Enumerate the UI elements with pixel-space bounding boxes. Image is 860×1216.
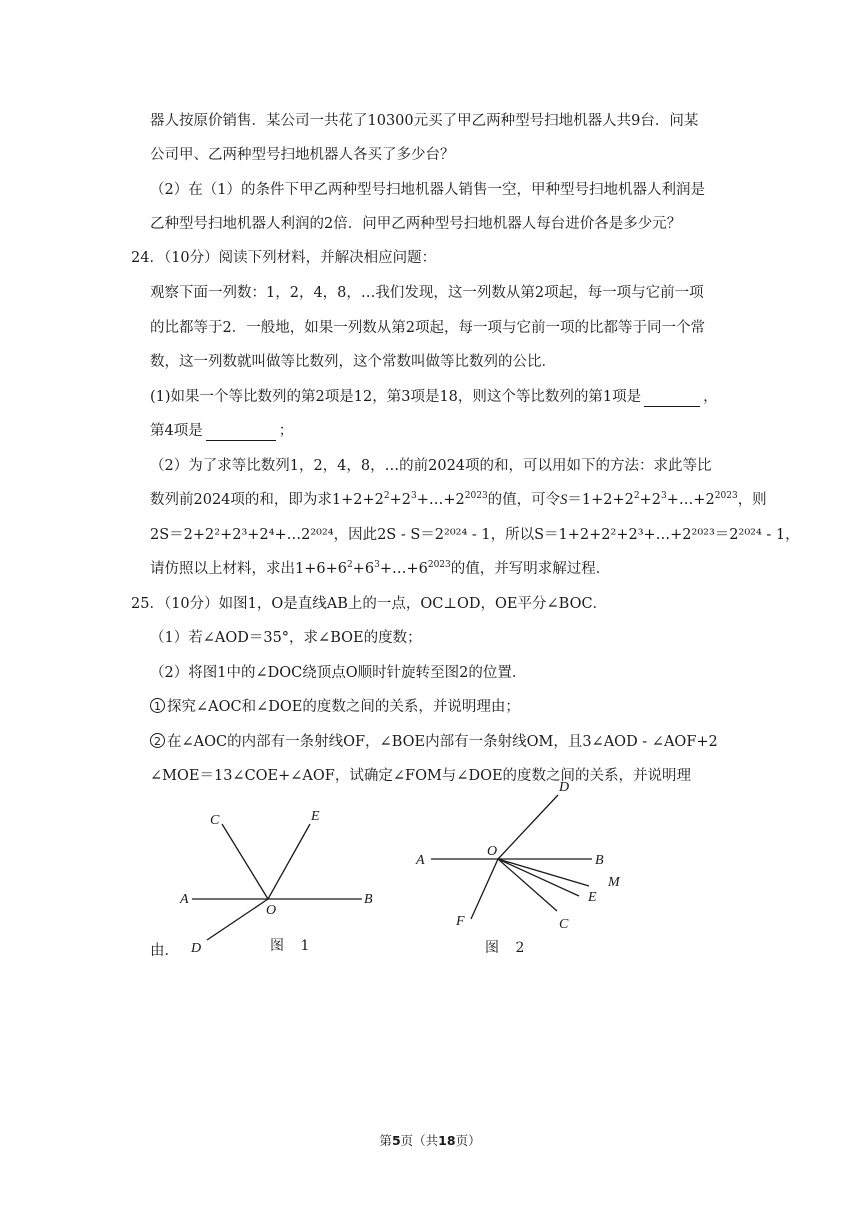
q24-part1-text: 第4项是 [150,423,203,439]
eq-text: ，则 [737,492,767,508]
eq-text: +2 [389,492,411,508]
exponent: 2 [383,491,390,502]
exponent: 2023 [714,491,738,502]
figure-1-caption: 图 1 [270,938,316,954]
punct: ； [278,423,294,439]
text-line [150,387,730,407]
ray-od [498,795,558,859]
label-o: O [266,903,277,918]
question-24-heading: 24．（10分）阅读下列材料，并解决相应问题： [131,250,437,266]
eq-text: 数列前2024项的和，即为求1+2+2 [150,492,384,508]
eq-text: 的值，可令 [487,492,561,508]
ray-om [498,859,589,886]
label-d: D [559,780,570,795]
page-footer [0,1131,860,1149]
text-line: （2）为了求等比数列1，2，4，8，…的前2024项的和，可以用如下的方法：求此等比 [150,458,712,474]
exponent: 2023 [464,491,488,502]
ray-oe [268,824,310,899]
exponent: 2023 [427,560,451,571]
label-e: E [588,890,597,905]
text-line [150,559,730,579]
label-a: A [416,853,425,868]
text-line: （2）将图1中的∠DOC绕顶点O顺时针旋转至图2的位置． [150,665,527,681]
question-25-heading: 25．（10分）如图1，O是直线AB上的一点，OC⊥OD，OE平分∠BOC． [131,596,608,612]
label-a: A [180,892,189,907]
text-line [150,421,730,441]
footer-text: 页） [455,1133,481,1148]
text-line: （1）若∠AOD＝35°，求∠BOE的度数； [150,630,422,646]
answer-blank[interactable] [206,426,276,441]
text-line: 数，这一列数就叫做等比数列，这个常数叫做等比数列的公比． [150,354,556,370]
sub-question-text: 探究∠AOC和∠DOE的度数之间的关系，并说明理由； [167,699,520,715]
figure-2-caption: 图 2 [485,940,531,956]
ray-oe [498,859,579,896]
text-line: 公司甲、乙两种型号扫地机器人各买了多少台？ [150,147,455,163]
eq-text: 的值，并写明求解过程． [450,561,611,577]
ray-oc [498,859,557,911]
exponent: 3 [411,491,417,502]
footer-text: 页（共 [400,1133,439,1148]
q24-part1-text: (1)如果一个等比数列的第2项是12，第3项是18，则这个等比数列的第1项是 [150,389,642,405]
label-b: B [595,853,604,868]
text-line [150,490,767,510]
text-line [150,697,730,717]
exponent: 2 [633,491,640,502]
text-line: 器人按原价销售．某公司一共花了10300元买了甲乙两种型号扫地机器人共9台．问某 [150,113,699,129]
footer-text: 第 [379,1133,392,1148]
text-line: （2）在（1）的条件下甲乙两种型号扫地机器人销售一空，甲种型号扫地机器人利润是 [150,182,705,198]
figure-1-diagram [170,800,400,965]
label-d: D [191,941,202,956]
text-line [150,732,730,752]
label-o: O [487,844,498,859]
figure-2-diagram [405,775,635,965]
page-number: 5 [391,1133,401,1148]
text-line: 的比都等于2．一般地，如果一列数从第2项起，每一项与它前一项的比都等于同一个常 [150,320,705,336]
punct: ， [703,389,718,405]
label-c: C [559,917,569,932]
label-e: E [311,809,320,824]
page-total: 18 [438,1133,456,1148]
ray-of [471,859,498,919]
text-line: 乙种型号扫地机器人利润的2倍．问甲乙两种型号扫地机器人每台进价各是多少元？ [150,216,682,232]
label-c: C [210,813,220,828]
text-line: 2S＝2+2²+2³+2⁴+…2²⁰²⁴，因此2S - S＝2²⁰²⁴ - 1，所以S＝1+2+2²+2³+…+2²⁰²³＝2²⁰²⁴ - 1， [150,527,800,543]
eq-text: +2 [639,492,662,508]
exponent: 3 [374,560,380,571]
circled-number-icon: 1 [150,698,165,713]
label-f: F [456,914,465,929]
label-b: B [364,892,373,907]
ray-oc [222,824,268,899]
eq-text: +…+2 [416,492,465,508]
answer-blank[interactable] [644,392,700,407]
text-line: ∠MOE＝13∠COE+∠AOF，试确定∠FOM与∠DOE的度数之间的关系，并说明理 [150,768,692,784]
label-m: M [608,875,620,890]
ray-od [207,899,268,940]
exponent: 2 [346,560,353,571]
eq-text: ＝1+2+2 [567,492,634,508]
text-line: 观察下面一列数：1，2，4，8，…我们发现，这一列数从第2项起，每一项与它前一项 [150,285,704,301]
eq-text: +6 [352,561,375,577]
eq-text: 请仿照以上材料，求出1+6+6 [150,561,347,577]
circled-number-icon: 2 [150,733,165,748]
eq-text: +…+6 [379,561,428,577]
eq-text: +…+2 [666,492,715,508]
var-s: S [560,492,568,508]
text-line: 由． [150,943,179,959]
sub-question-text: 在∠AOC的内部有一条射线OF，∠BOE内部有一条射线OM，且3∠AOD - ∠AOF+2 [167,734,718,750]
exponent: 3 [661,491,667,502]
